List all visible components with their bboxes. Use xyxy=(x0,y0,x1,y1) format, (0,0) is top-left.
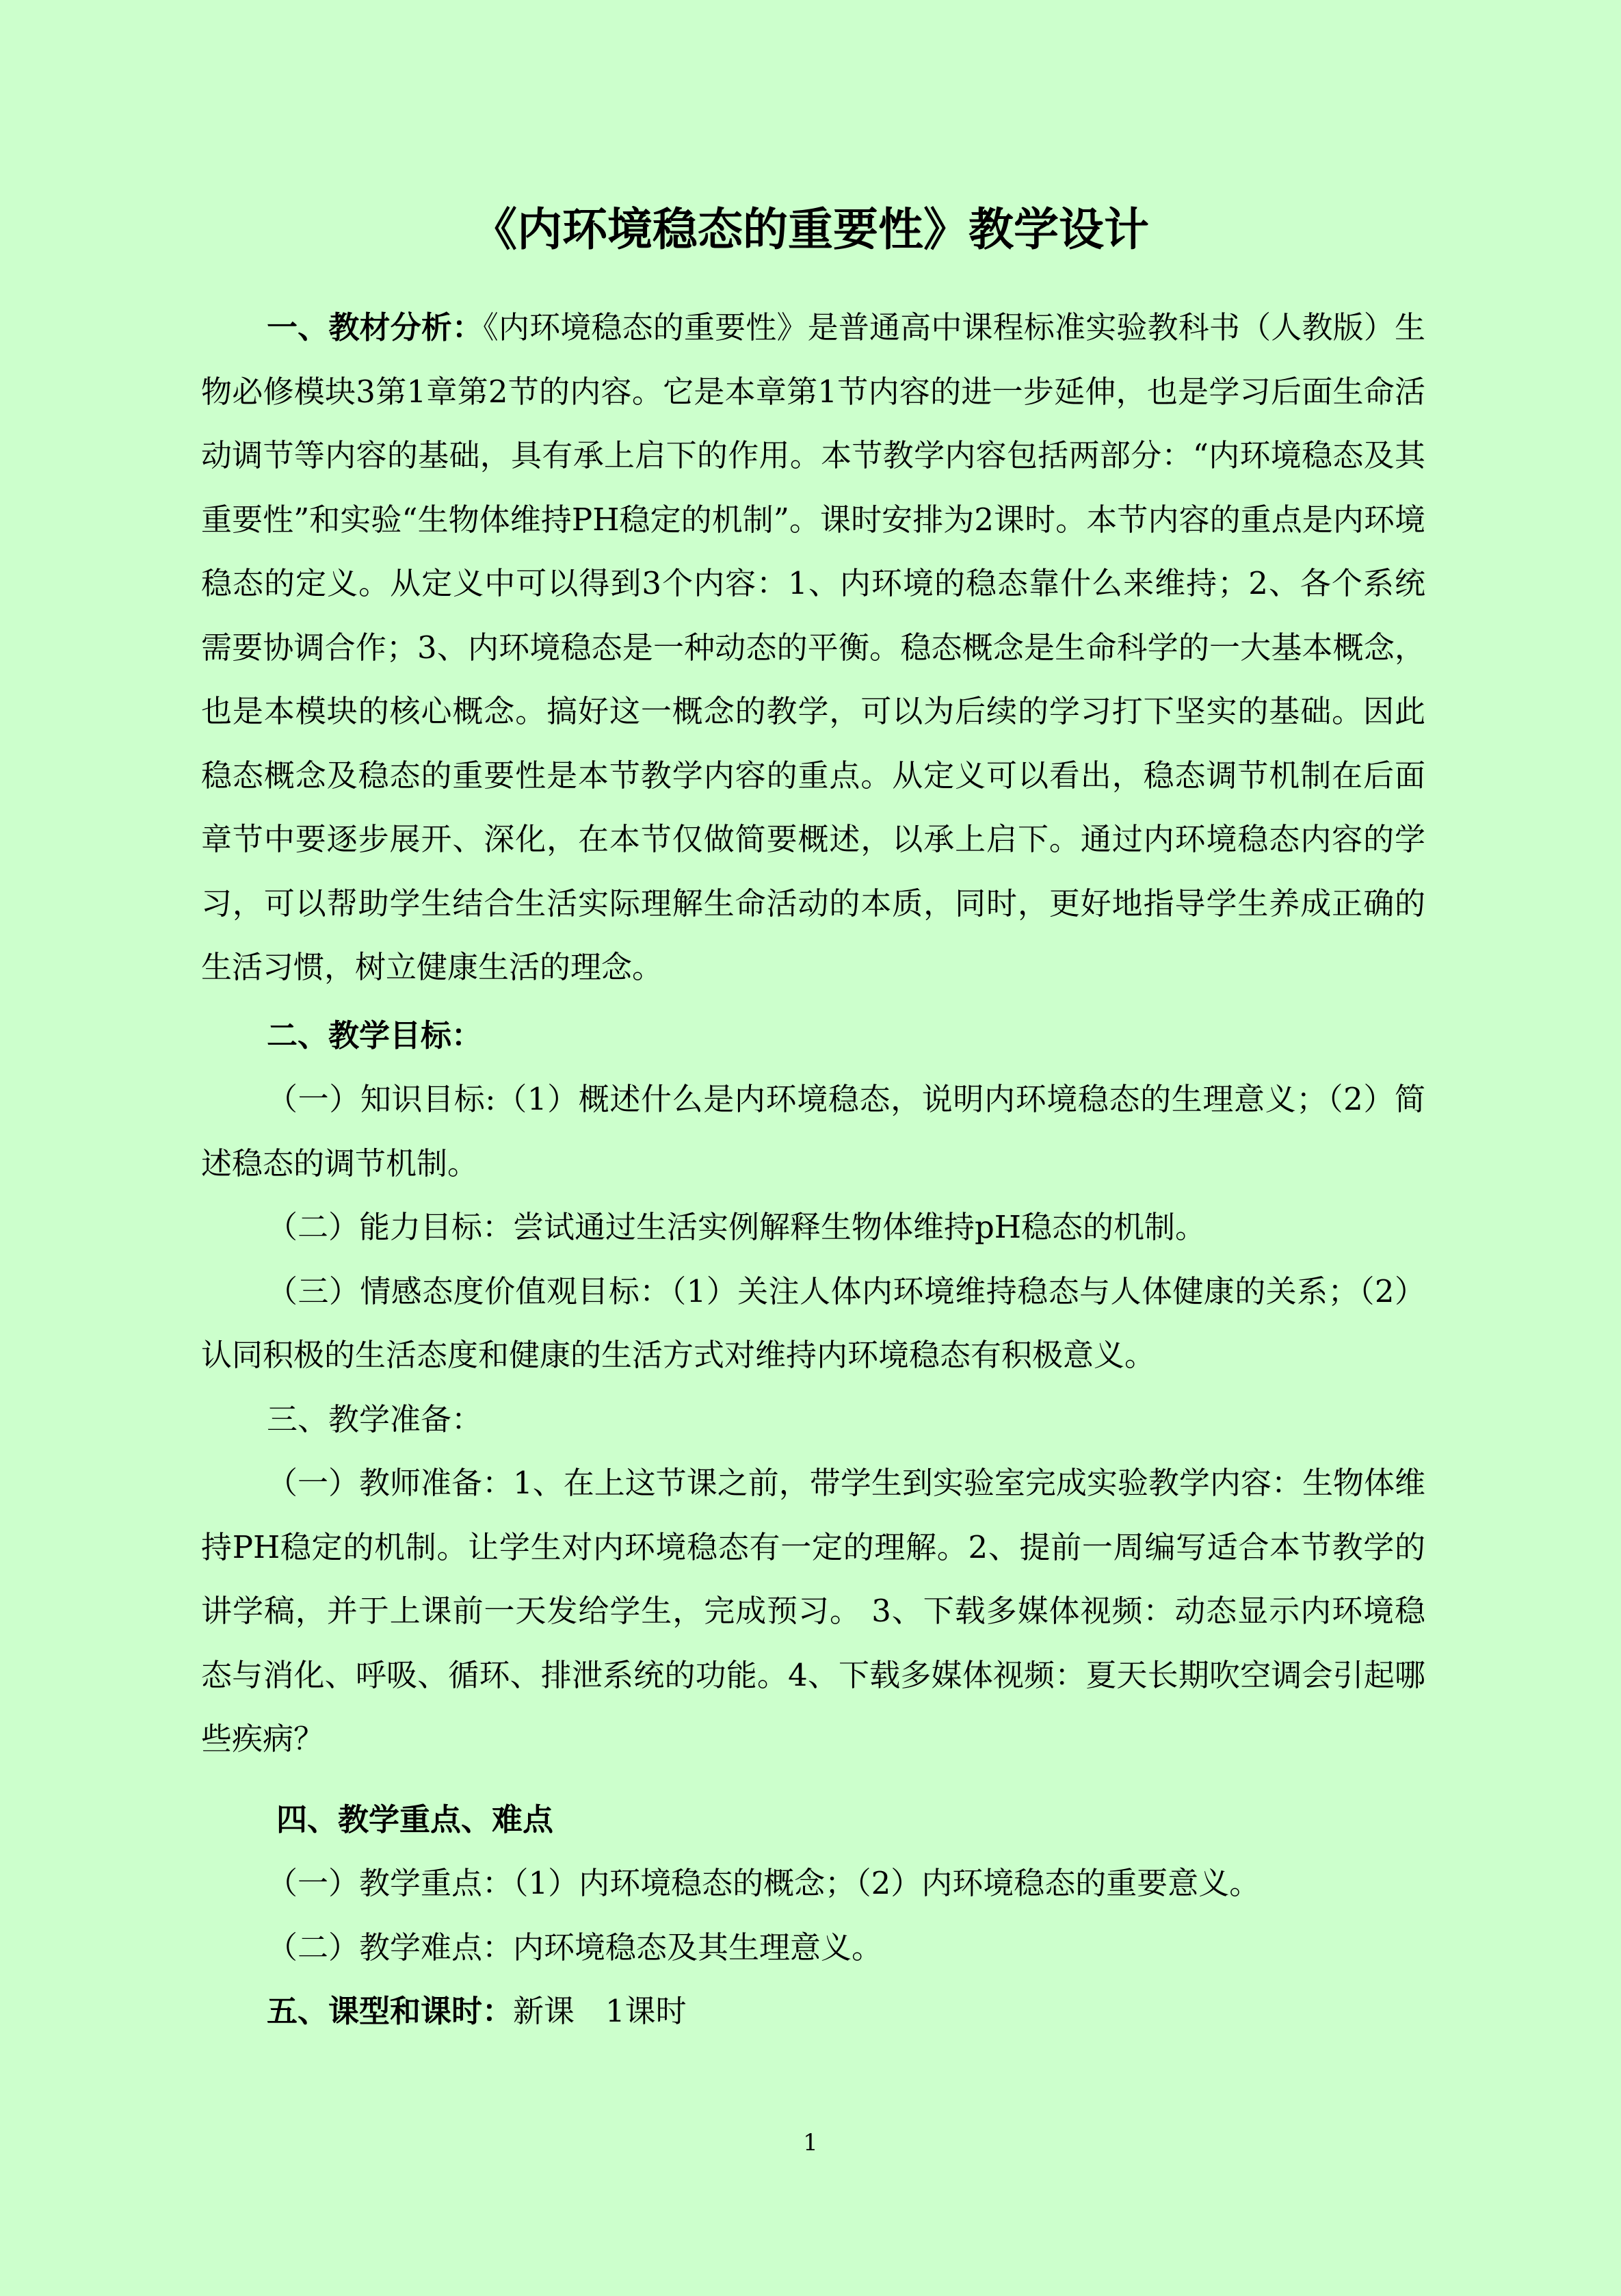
document-title: 《内环境稳态的重要性》教学设计 xyxy=(472,203,1149,256)
objective-emotion: （三）情感态度价值观目标：（1）关注人体内环境维持稳态与人体健康的关系；（2）认同积极的生活态度和健康的生活方式对维持内环境稳态有积极意义。 xyxy=(201,1273,1425,1373)
preparation-teacher: （一）教师准备：1、在上这节课之前，带学生到实验室完成实验教学内容：生物体维持PH稳定的机制。让学生对内环境稳态有一定的理解。2、提前一周编写适合本节教学的讲学稿，并于上课前一天发给学生，完成预习。 3、下载多媒体视频：动态显示内环境稳态与消化、呼吸、循环、排泄系统的功能。4、下载多媒体视频：夏天长期吹空调会引起哪些疾病？ xyxy=(201,1465,1425,1757)
objective-ability: （二）能力目标：尝试通过生活实例解释生物体维持pH稳态的机制。 xyxy=(267,1209,1207,1245)
section-lesson-type xyxy=(201,1979,1425,2044)
key-point-difficulty: （二）教学难点：内环境稳态及其生理意义。 xyxy=(267,1929,883,1966)
section-lesson-type-text: 新课 1课时 xyxy=(513,1993,687,2029)
section-preparation-heading: 三、教学准备： xyxy=(267,1400,483,1437)
page-number: 1 xyxy=(803,2129,818,2156)
section-lesson-type-heading: 五、课型和课时： xyxy=(267,1993,514,2029)
section-analysis-text: 《内环境稳态的重要性》是普通高中课程标准实验教科书（人教版）生物必修模块3第1章第2节的内容。它是本章第1节内容的进一步延伸，也是学习后面生命活动调节等内容的基础，具有承上启下的作用。本节教学内容包括两部分：“内环境稳态及其重要性”和实验“生物体维持PH稳定的机制”。课时安排为2课时。本节内容的重点是内环境稳态的定义。从定义中可以得到3个内容：1、内环境的稳态靠什么来维持；2、各个系统需要协调合作；3、内环境稳态是一种动态的平衡。稳态概念是生命科学的一大基本概念，也是本模块的核心概念。搞好这一概念的教学，可以为后续的学习打下坚实的基础。因此稳态概念及稳态的重要性是本节教学内容的重点。从定义可以看出，稳态调节机制在后面章节中要逐步展开、深化，在本节仅做简要概述，以承上启下。通过内环境稳态内容的学习，可以帮助学生结合生活实际理解生命活动的本质，同时，更好地指导学生养成正确的生活习惯，树立健康生活的理念。 xyxy=(201,309,1425,985)
section-objectives-heading: 二、教学目标： xyxy=(267,1017,483,1054)
section-analysis xyxy=(201,296,1425,1000)
section-key-points-heading: 四、教学重点、难点 xyxy=(276,1801,554,1838)
section-analysis-heading: 一、教材分析： xyxy=(267,309,484,345)
objective-knowledge: （一）知识目标:（1）概述什么是内环境稳态，说明内环境稳态的生理意义；（2）简述稳态的调节机制。 xyxy=(201,1081,1425,1182)
document-body xyxy=(201,296,1425,2044)
key-point-focus: （一）教学重点：（1）内环境稳态的概念；（2）内环境稳态的重要意义。 xyxy=(267,1865,1261,1901)
